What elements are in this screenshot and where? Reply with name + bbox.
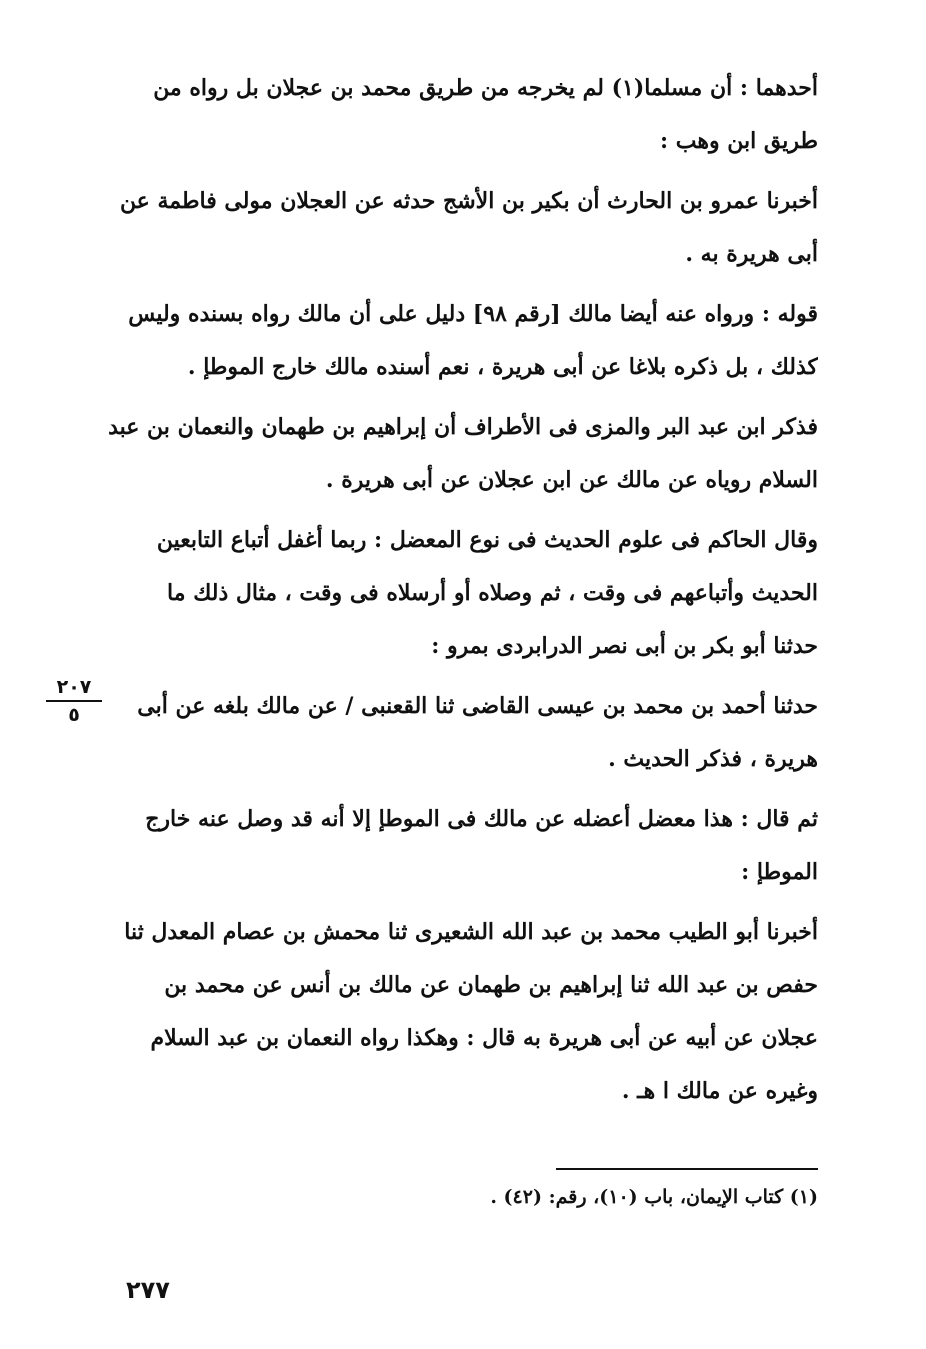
text-line: عجلان عن أبيه عن أبى هريرة به قال : وهكذا رواه النعمان بن عبد السلام [150, 1025, 818, 1051]
text-line: قوله : ورواه عنه أيضا مالك [رقم ٩٨] دليل على أن مالك رواه بسنده وليس [128, 301, 818, 327]
margin-folio-note [46, 674, 102, 728]
page-number: ٢٧٧ [126, 1276, 170, 1304]
text-line: حدثنا أبو بكر بن أبى نصر الدرابردى بمرو : [431, 633, 818, 659]
text-line: حدثنا أحمد بن محمد بن عيسى القاضى ثنا القعنبى / عن مالك بلغه عن أبى [137, 693, 818, 719]
text-line: أخبرنا عمرو بن الحارث أن بكير بن الأشج حدثه عن العجلان مولى فاطمة عن [119, 188, 818, 214]
text-line: هريرة ، فذكر الحديث . [608, 746, 818, 772]
main-text [108, 62, 818, 1118]
text-line: حفص بن عبد الله ثنا إبراهيم بن طهمان عن مالك بن أنس عن محمد بن [164, 972, 818, 998]
text-line: فذكر ابن عبد البر والمزى فى الأطراف أن إبراهيم بن طهمان والنعمان بن عبد [108, 414, 818, 440]
text-line: أبى هريرة به . [685, 241, 818, 267]
margin-note-bottom: ٥ [68, 704, 80, 726]
text-line: وغيره عن مالك ا هـ . [621, 1078, 818, 1104]
text-line: كذلك ، بل ذكره بلاغا عن أبى هريرة ، نعم أسنده مالك خارج الموطإ . [187, 354, 818, 380]
text-line: وقال الحاكم فى علوم الحديث فى نوع المعضل : ربما أغفل أتباع التابعين [156, 527, 818, 553]
text-line: الموطإ : [741, 859, 818, 885]
text-line: السلام روياه عن مالك عن ابن عجلان عن أبى هريرة . [325, 467, 818, 493]
text-line: ثم قال : هذا معضل أعضله عن مالك فى الموطإ إلا أنه قد وصل عنه خارج [145, 806, 818, 832]
footnote-separator [556, 1168, 818, 1170]
text-line: الحديث وأتباعهم فى وقت ، ثم وصلاه أو أرسلاه فى وقت ، مثال ذلك ما [167, 580, 818, 606]
margin-note-top: ٢٠٧ [56, 676, 92, 698]
text-line: أخبرنا أبو الطيب محمد بن عبد الله الشعيرى ثنا محمش بن عصام المعدل ثنا [124, 919, 818, 945]
text-line: أحدهما : أن مسلما(١) لم يخرجه من طريق محمد بن عجلان بل رواه من [153, 75, 818, 101]
text-line: طريق ابن وهب : [659, 128, 818, 154]
footnote: (١) كتاب الإيمان، باب (١٠)، رقم: (٤٢) . [490, 1186, 818, 1208]
